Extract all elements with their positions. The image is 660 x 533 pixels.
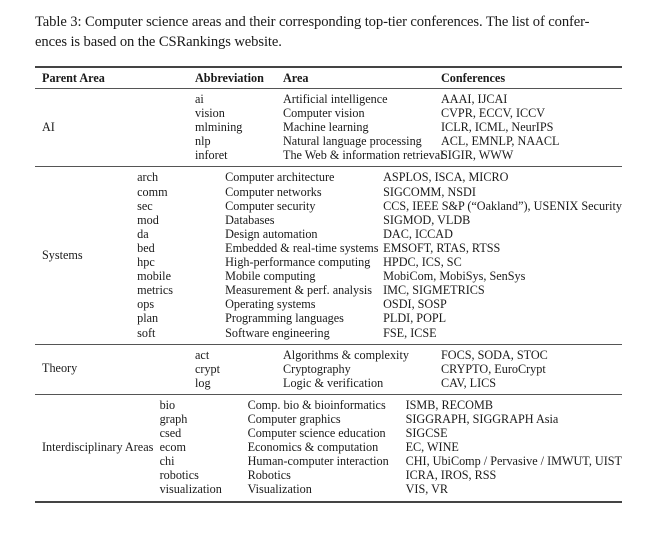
table-row <box>195 376 622 390</box>
area-cell: Programming languages <box>225 311 344 326</box>
abbreviation-cell: plan <box>137 311 159 326</box>
area-cell: Databases <box>225 212 275 227</box>
conferences-cell: CCS, IEEE S&P (“Oakland”), USENIX Security <box>383 198 622 213</box>
area-cell: Machine learning <box>283 120 369 135</box>
conferences-cell: SIGIR, WWW <box>441 148 514 163</box>
conferences-cell: IMC, SIGMETRICS <box>383 283 485 298</box>
table-row <box>195 106 622 120</box>
conferences-cell: OSDI, SOSP <box>383 297 447 312</box>
abbreviation-cell: da <box>137 226 149 241</box>
conferences-cell: CRYPTO, EuroCrypt <box>441 361 546 376</box>
conferences-cell: ASPLOS, ISCA, MICRO <box>383 170 509 185</box>
abbreviation-cell: mod <box>137 212 159 227</box>
area-cell: The Web & information retrieval <box>283 148 444 163</box>
table-group <box>35 345 622 394</box>
abbreviation-cell: mlmining <box>195 120 243 135</box>
table-row <box>195 120 622 134</box>
abbreviation-cell: log <box>195 375 211 390</box>
conferences-cell: ISMB, RECOMB <box>405 397 493 412</box>
table-row <box>195 362 622 376</box>
abbreviation-cell: csed <box>159 426 182 441</box>
group-rows <box>137 170 622 339</box>
abbreviation-cell: ecom <box>159 440 186 455</box>
table-row <box>137 326 622 340</box>
conferences-cell: SIGCOMM, NSDI <box>383 184 476 199</box>
table-row <box>137 297 622 311</box>
area-cell: Algorithms & complexity <box>283 347 409 362</box>
table-row <box>137 213 622 227</box>
abbreviation-cell: graph <box>159 411 188 426</box>
area-cell: Logic & verification <box>283 375 384 390</box>
abbreviation-cell: robotics <box>159 468 199 483</box>
abbreviation-cell: act <box>195 347 210 362</box>
abbreviation-cell: nlp <box>195 134 211 149</box>
table-group <box>35 167 622 343</box>
conferences-cell: DAC, ICCAD <box>383 226 453 241</box>
abbreviation-cell: visualization <box>159 482 222 497</box>
table-caption <box>35 12 627 52</box>
abbreviation-cell: vision <box>195 106 225 121</box>
conferences-cell: SIGCSE <box>405 426 448 441</box>
area-cell: Mobile computing <box>225 269 316 284</box>
table-row <box>195 348 622 362</box>
area-cell: Operating systems <box>225 297 316 312</box>
area-cell: Measurement & perf. analysis <box>225 283 373 298</box>
header-conferences: Conferences <box>441 71 506 85</box>
area-cell: Software engineering <box>225 325 330 340</box>
abbreviation-cell: crypt <box>195 361 221 376</box>
abbreviation-cell: ops <box>137 297 155 312</box>
conferences-cell: EC, WINE <box>405 440 459 455</box>
table-row <box>160 398 622 412</box>
group-rows <box>195 348 622 390</box>
parent-area-cell: AI <box>42 119 55 134</box>
table-row <box>160 426 622 440</box>
conferences-cell: ACL, EMNLP, NAACL <box>441 134 560 149</box>
conferences-cell: MobiCom, MobiSys, SenSys <box>383 269 526 284</box>
bottom-rule <box>35 501 622 503</box>
table-row <box>137 311 622 325</box>
abbreviation-cell: mobile <box>137 269 171 284</box>
table-row <box>160 440 622 454</box>
area-cell: Robotics <box>247 468 291 483</box>
conferences-cell: VIS, VR <box>405 482 449 497</box>
parent-area-cell: Interdisciplinary Areas <box>42 439 154 454</box>
caption-line-2: ences is based on the CSRankings website. <box>35 34 282 50</box>
conferences-cell: EMSOFT, RTAS, RTSS <box>383 240 501 255</box>
conferences-cell: CHI, UbiComp / Pervasive / IMWUT, UIST <box>405 454 622 469</box>
area-cell: Visualization <box>247 482 312 497</box>
table-row <box>137 283 622 297</box>
conferences-cell: HPDC, ICS, SC <box>383 255 462 270</box>
conference-table <box>35 66 622 503</box>
group-rows <box>160 398 622 497</box>
area-cell: Design automation <box>225 226 318 241</box>
area-cell: Computer science education <box>247 426 386 441</box>
header-parent-area: Parent Area <box>42 71 105 85</box>
conferences-cell: FSE, ICSE <box>383 325 437 340</box>
conferences-cell: PLDI, POPL <box>383 311 447 326</box>
table-group <box>35 89 622 166</box>
table-row <box>160 482 622 496</box>
table-row <box>160 454 622 468</box>
area-cell: Human-computer interaction <box>247 454 389 469</box>
header-area: Area <box>283 71 309 85</box>
area-cell: High-performance computing <box>225 255 371 270</box>
area-cell: Cryptography <box>283 361 351 376</box>
header-row <box>35 68 622 88</box>
conferences-cell: SIGGRAPH, SIGGRAPH Asia <box>405 411 559 426</box>
area-cell: Computer networks <box>225 184 322 199</box>
table-row <box>137 170 622 184</box>
table-row <box>160 412 622 426</box>
table-row <box>137 241 622 255</box>
abbreviation-cell: hpc <box>137 255 155 270</box>
table-row <box>195 134 622 148</box>
table-row <box>137 185 622 199</box>
table-body <box>35 88 622 503</box>
abbreviation-cell: chi <box>159 454 175 469</box>
conferences-cell: ICLR, ICML, NeurIPS <box>441 120 554 135</box>
abbreviation-cell: soft <box>137 325 156 340</box>
group-rows <box>195 92 622 162</box>
abbreviation-cell: inforet <box>195 148 228 163</box>
table-row <box>137 255 622 269</box>
table-group <box>35 395 622 501</box>
abbreviation-cell: ai <box>195 92 204 106</box>
area-cell: Artificial intelligence <box>283 92 388 106</box>
area-cell: Computer vision <box>283 106 365 121</box>
caption-line-1: Table 3: Computer science areas and their corresponding top-tier conferences. The list of confer- <box>35 14 590 30</box>
area-cell: Comp. bio & bioinformatics <box>247 397 386 412</box>
area-cell: Embedded & real-time systems <box>225 240 379 255</box>
conferences-cell: CAV, LICS <box>441 375 497 390</box>
header-abbreviation: Abbreviation <box>195 71 264 85</box>
conferences-cell: FOCS, SODA, STOC <box>441 347 548 362</box>
table-row <box>195 148 622 162</box>
abbreviation-cell: sec <box>137 198 153 213</box>
abbreviation-cell: comm <box>137 184 168 199</box>
area-cell: Economics & computation <box>247 440 379 455</box>
table-row <box>195 92 622 106</box>
table-row <box>160 468 622 482</box>
table-row <box>137 227 622 241</box>
area-cell: Computer security <box>225 198 316 213</box>
table-row <box>137 269 622 283</box>
conferences-cell: CVPR, ECCV, ICCV <box>441 106 546 121</box>
table-row <box>137 199 622 213</box>
parent-area-cell: Theory <box>42 361 78 376</box>
area-cell: Computer architecture <box>225 170 335 185</box>
area-cell: Natural language processing <box>283 134 422 149</box>
area-cell: Computer graphics <box>247 411 341 426</box>
conferences-cell: ICRA, IROS, RSS <box>405 468 497 483</box>
abbreviation-cell: metrics <box>137 283 173 298</box>
conferences-cell: AAAI, IJCAI <box>441 92 508 106</box>
conferences-cell: SIGMOD, VLDB <box>383 212 471 227</box>
abbreviation-cell: bio <box>159 397 176 412</box>
abbreviation-cell: bed <box>137 240 155 255</box>
abbreviation-cell: arch <box>137 170 159 185</box>
parent-area-cell: Systems <box>42 247 83 262</box>
